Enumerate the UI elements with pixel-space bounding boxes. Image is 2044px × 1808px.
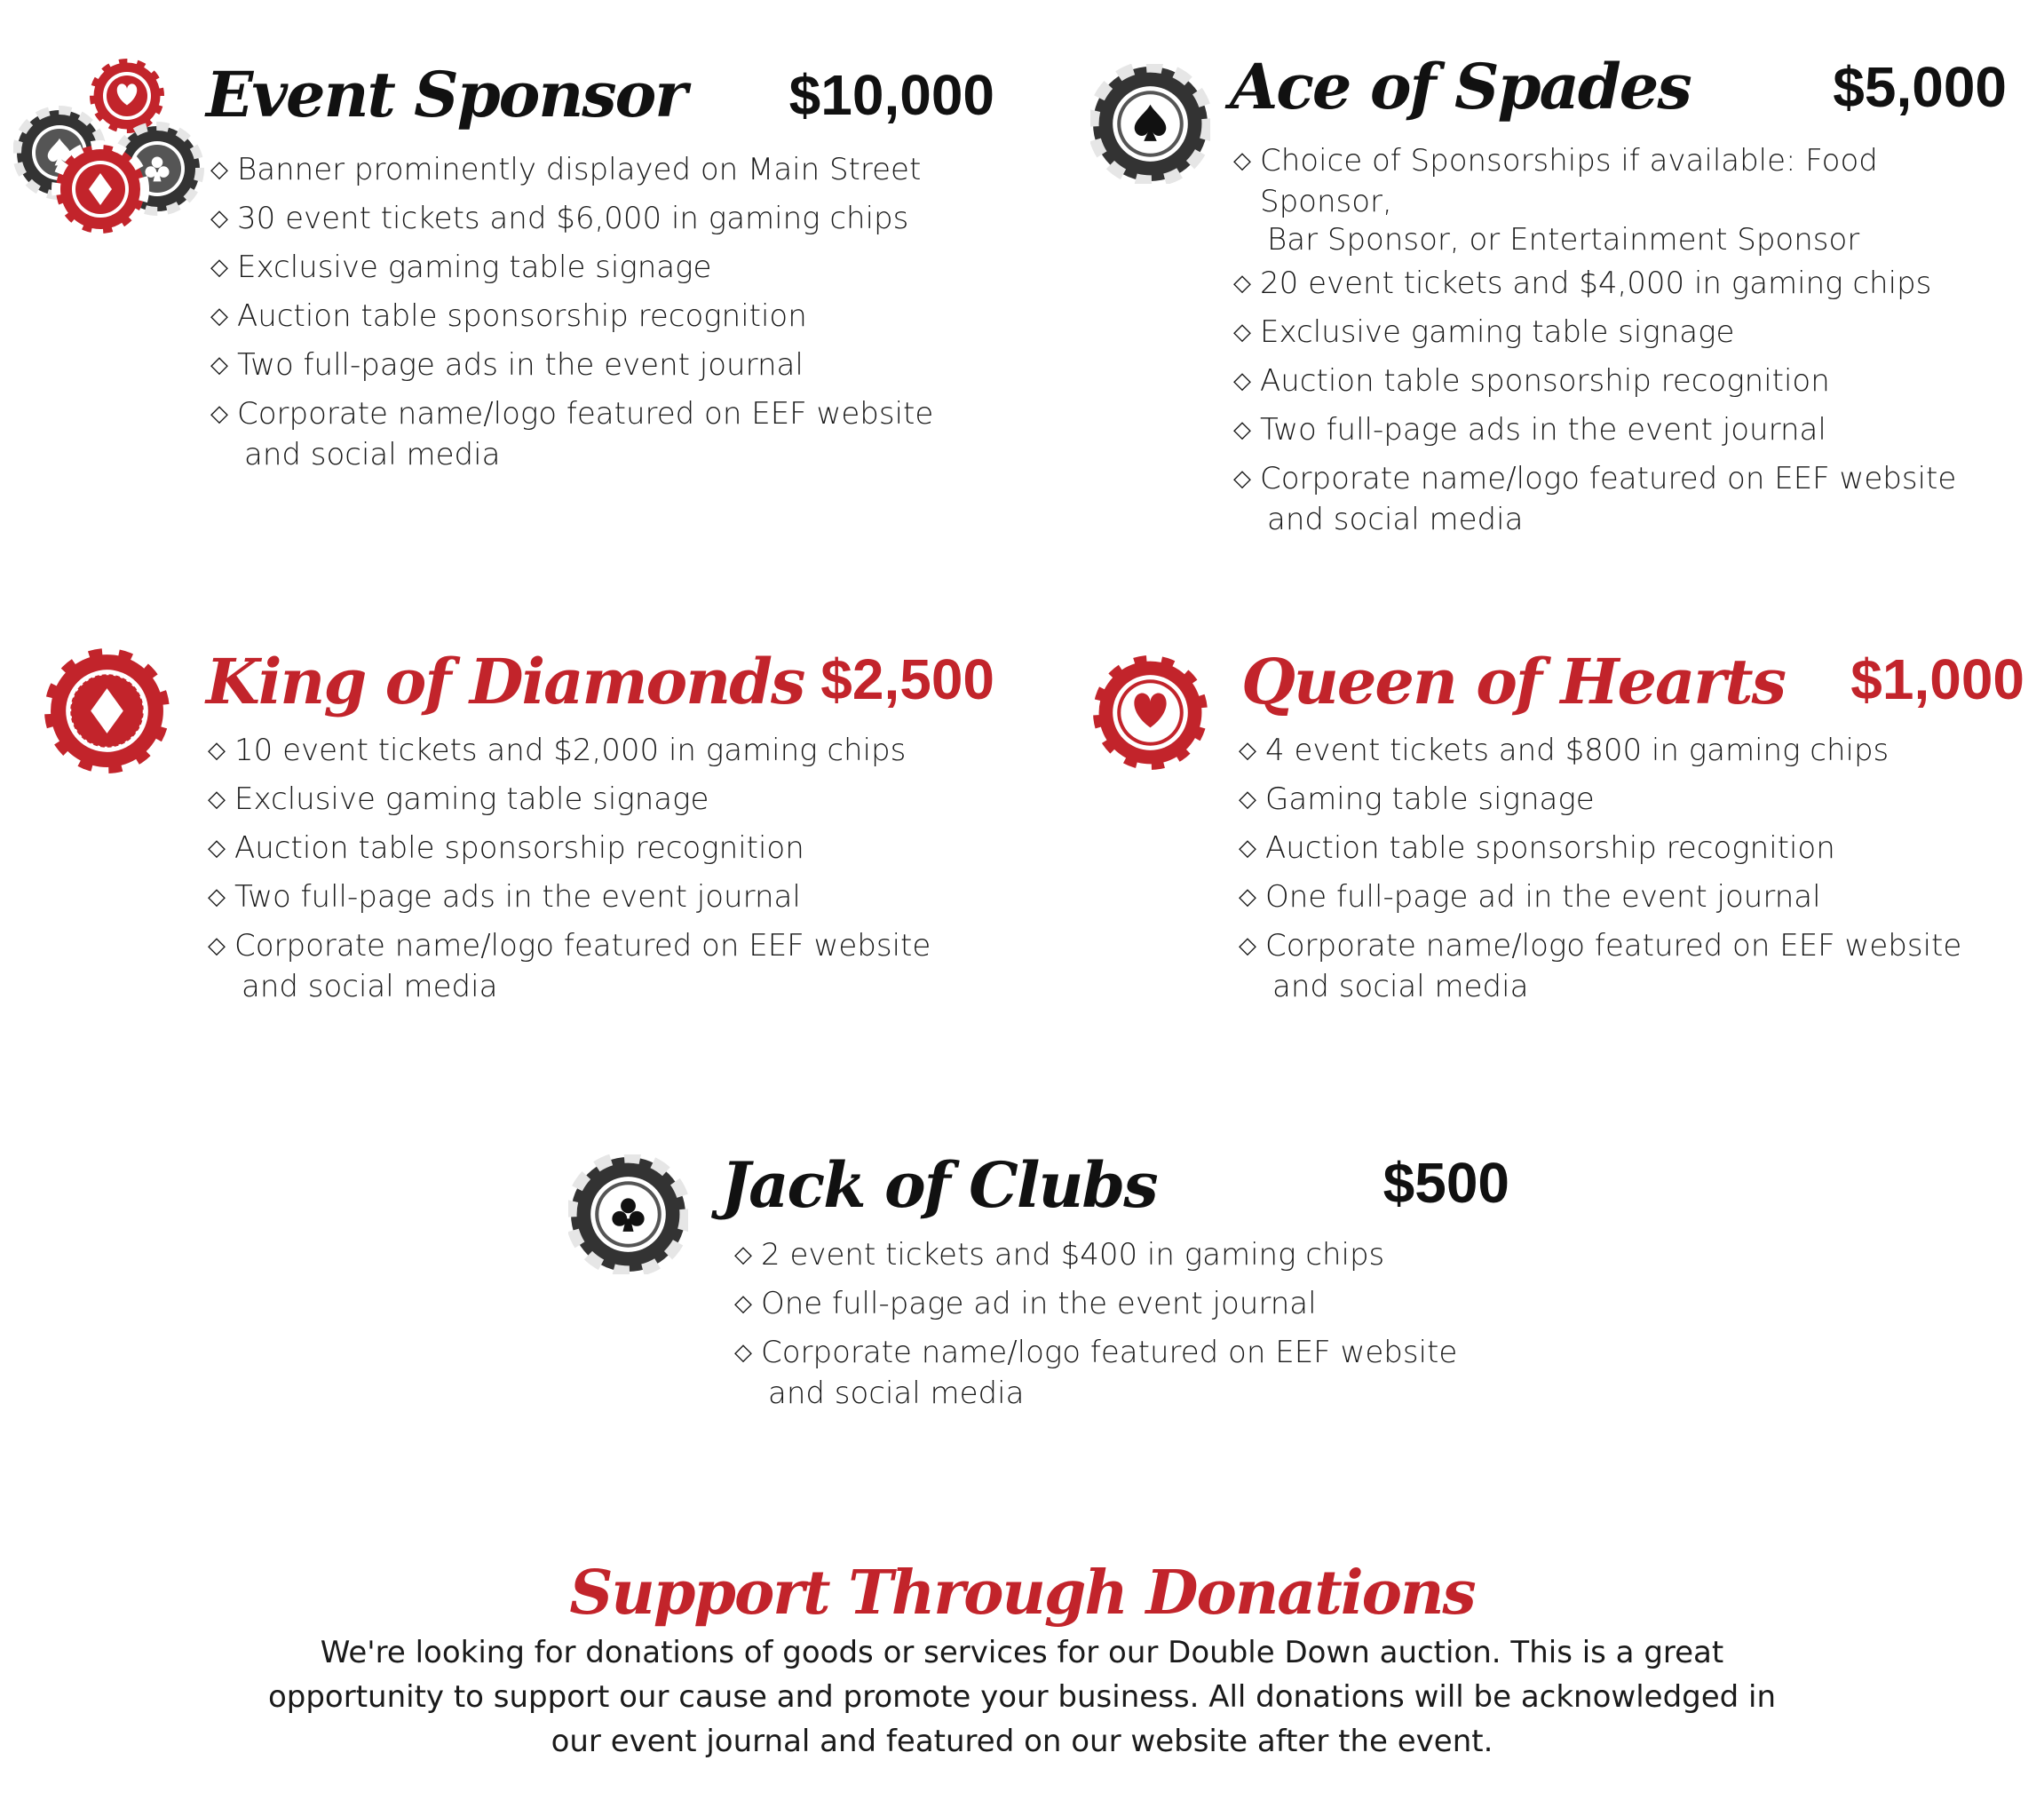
list-item: ◇ Corporate name/logo featured on EEF website and social media [1237, 925, 2018, 1007]
list-item: ◇ 2 event tickets and $400 in gaming chips [733, 1234, 1514, 1275]
diamond-bullet-icon: ◇ [734, 1241, 752, 1268]
list-item: ◇ Banner prominently displayed on Main Street [209, 149, 990, 190]
diamond-bullet-icon: ◇ [210, 352, 228, 378]
diamond-bullet-icon: ◇ [208, 737, 226, 764]
heart-chip-icon [1090, 653, 1210, 773]
list-item: ◇ 10 event tickets and $2,000 in gaming chips [206, 730, 987, 771]
diamond-bullet-icon: ◇ [210, 303, 228, 329]
list-item: ◇ One full-page ad in the event journal [1237, 876, 2018, 917]
club-chip-icon [568, 1154, 688, 1274]
diamond-bullet-icon: ◇ [734, 1339, 752, 1366]
diamond-bullet-icon: ◇ [210, 156, 228, 183]
diamond-bullet-icon: ◇ [208, 786, 226, 813]
diamond-bullet-icon: ◇ [210, 205, 228, 232]
diamond-bullet-icon: ◇ [208, 884, 226, 910]
benefit-list [209, 149, 990, 483]
list-item: ◇ Exclusive gaming table signage [1232, 312, 2013, 353]
benefit-list [1232, 140, 2013, 548]
tier-price: $5,000 [1833, 55, 2007, 119]
diamond-bullet-icon: ◇ [1239, 835, 1256, 861]
list-item: ◇ 20 event tickets and $4,000 in gaming chips [1232, 263, 2013, 304]
diamond-bullet-icon: ◇ [1233, 270, 1251, 297]
list-item: ◇ One full-page ad in the event journal [733, 1283, 1514, 1324]
diamond-bullet-icon: ◇ [208, 932, 226, 959]
list-item: ◇ Auction table sponsorship recognition [1232, 361, 2013, 401]
diamond-chip-icon [43, 646, 171, 775]
tier-title: Queen of Hearts [1241, 645, 1786, 718]
list-item: ◇ Two full-page ads in the event journal [206, 876, 987, 917]
list-item: ◇ Corporate name/logo featured on EEF website and social media [733, 1332, 1514, 1414]
tier-title: King of Diamonds [206, 645, 804, 718]
tier-title: Jack of Clubs [721, 1148, 1157, 1222]
list-item: ◇ Corporate name/logo featured on EEF website and social media [209, 393, 990, 475]
list-item: ◇ Choice of Sponsorships if available: Food Sponsor, Bar Sponsor, or Entertainment Sponsor [1232, 140, 2013, 258]
spade-chip-icon [1090, 64, 1210, 184]
list-item: ◇ Two full-page ads in the event journal [1232, 409, 2013, 450]
list-item: ◇ Corporate name/logo featured on EEF website and social media [1232, 458, 2013, 540]
tier-title: Ace of Spades [1230, 50, 1691, 123]
diamond-bullet-icon: ◇ [1233, 416, 1251, 443]
list-item: ◇ 30 event tickets and $6,000 in gaming chips [209, 198, 990, 239]
list-item: ◇ 4 event tickets and $800 in gaming chips [1237, 730, 2018, 771]
list-item: ◇ Two full-page ads in the event journal [209, 345, 990, 385]
diamond-bullet-icon: ◇ [1233, 465, 1251, 492]
chip-cluster-icon [13, 53, 204, 244]
diamond-bullet-icon: ◇ [210, 254, 228, 281]
diamond-bullet-icon: ◇ [1239, 884, 1256, 910]
tier-title: Event Sponsor [206, 58, 686, 131]
benefit-list [733, 1234, 1514, 1422]
tier-price: $2,500 [820, 647, 994, 711]
list-item: ◇ Exclusive gaming table signage [206, 779, 987, 820]
tier-price: $500 [1382, 1151, 1509, 1215]
donations-text: We're looking for donations of goods or services for our Double Down auction. This is a great opportunity to support our cause and promote your business. All donations will be acknowledged in our event journal and featured on our website after the event. [267, 1635, 1777, 1759]
diamond-bullet-icon: ◇ [210, 400, 228, 427]
diamond-bullet-icon: ◇ [1239, 737, 1256, 764]
tier-price: $1,000 [1850, 647, 2024, 711]
diamond-bullet-icon: ◇ [734, 1290, 752, 1317]
diamond-bullet-icon: ◇ [1239, 786, 1256, 813]
list-item: ◇ Corporate name/logo featured on EEF website and social media [206, 925, 987, 1007]
diamond-bullet-icon: ◇ [208, 835, 226, 861]
benefit-list [1237, 730, 2018, 1015]
diamond-bullet-icon: ◇ [1239, 932, 1256, 959]
diamond-bullet-icon: ◇ [1233, 147, 1251, 174]
list-item: ◇ Auction table sponsorship recognition [1237, 828, 2018, 868]
list-item: ◇ Auction table sponsorship recognition [209, 296, 990, 337]
donations-title: Support Through Donations [569, 1558, 1475, 1629]
list-item: ◇ Exclusive gaming table signage [209, 247, 990, 288]
list-item: ◇ Auction table sponsorship recognition [206, 828, 987, 868]
list-item: ◇ Gaming table signage [1237, 779, 2018, 820]
diamond-bullet-icon: ◇ [1233, 319, 1251, 345]
diamond-bullet-icon: ◇ [1233, 368, 1251, 394]
benefit-list [206, 730, 987, 1015]
tier-price: $10,000 [788, 63, 994, 127]
